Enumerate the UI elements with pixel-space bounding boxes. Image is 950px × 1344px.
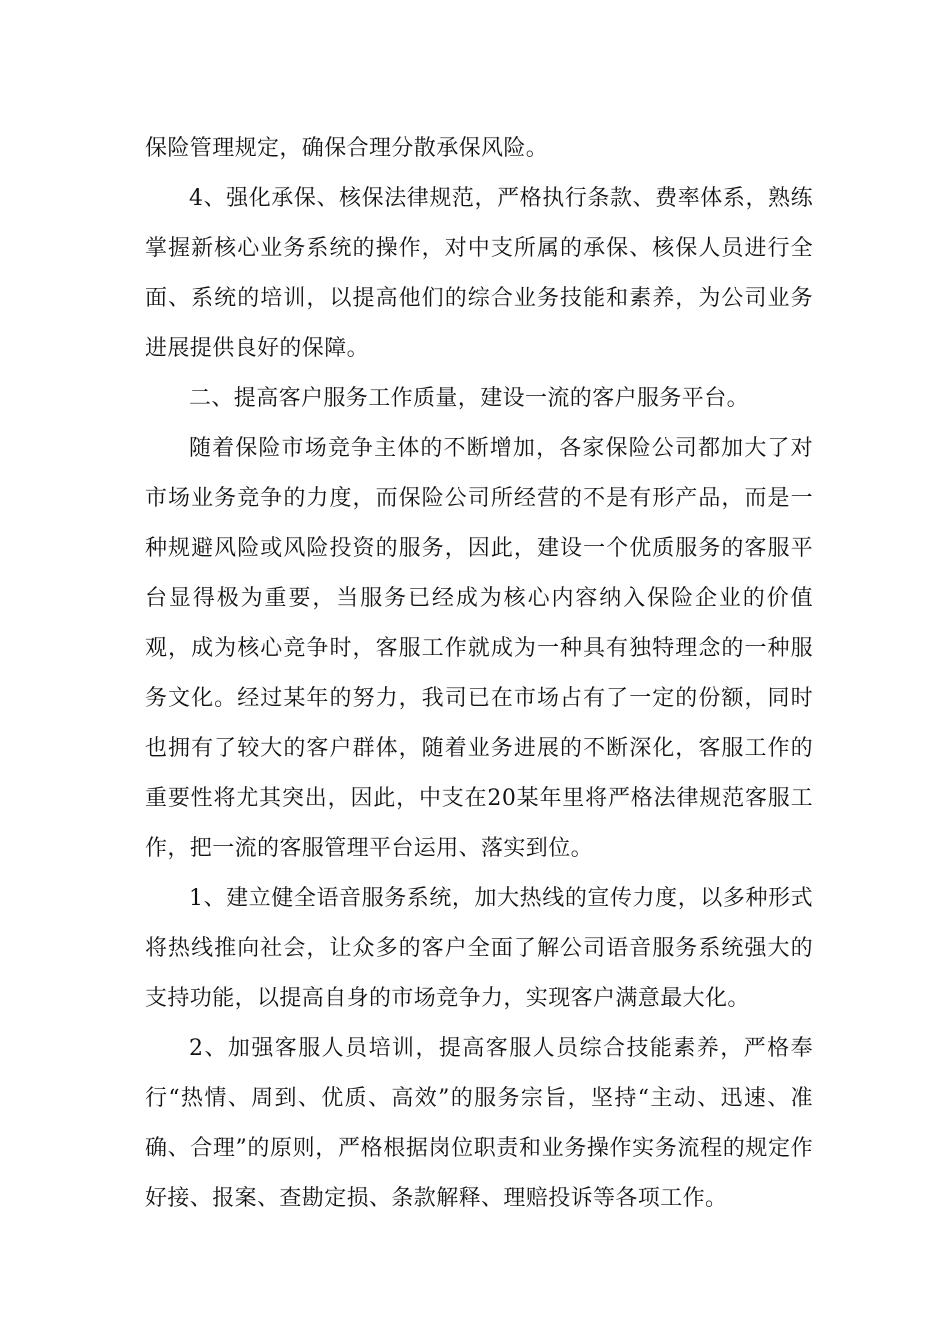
- paragraph-item-2: 2、加强客服人员培训，提高客服人员综合技能素养，严格奉行“热情、周到、优质、高效”的服务宗旨，坚持“主动、迅速、准确、合理”的原则，严格根据岗位职责和业务操作实务流程的规定作好接、报案、查勘定损、条款解释、理赔投诉等各项工作。: [145, 1036, 813, 1211]
- document-body: [145, 124, 813, 1224]
- paragraph-item-1: 1、建立健全语音服务系统，加大热线的宣传力度，以多种形式将热线推向社会，让众多的客户全面了解公司语音服务系统强大的支持功能，以提高自身的市场竞争力，实现客户满意最大化。: [145, 886, 813, 1011]
- paragraph-item-4: 4、强化承保、核保法律规范，严格执行条款、费率体系，熟练掌握新核心业务系统的操作，对中支所属的承保、核保人员进行全面、系统的培训，以提高他们的综合业务技能和素养，为公司业务进展提供良好的保障。: [145, 186, 813, 361]
- section-heading-2: 二、提高客户服务工作质量，建设一流的客户服务平台。: [189, 386, 750, 411]
- paragraph-customer-service: 随着保险市场竞争主体的不断增加，各家保险公司都加大了对市场业务竞争的力度，而保险公司所经营的不是有形产品，而是一种规避风险或风险投资的服务，因此，建设一个优质服务的客服平台显得极为重要，当服务已经成为核心内容纳入保险企业的价值观，成为核心竞争时，客服工作就成为一种具有独特理念的一种服务文化。经过某年的努力，我司已在市场占有了一定的份额，同时也拥有了较大的客户群体，随着业务进展的不断深化，客服工作的重要性将尤其突出，因此，中支在20某年里将严格法律规范客服工作，把一流的客服管理平台运用、落实到位。: [145, 436, 813, 861]
- paragraph-continuation: 保险管理规定，确保合理分散承保风险。: [145, 136, 549, 161]
